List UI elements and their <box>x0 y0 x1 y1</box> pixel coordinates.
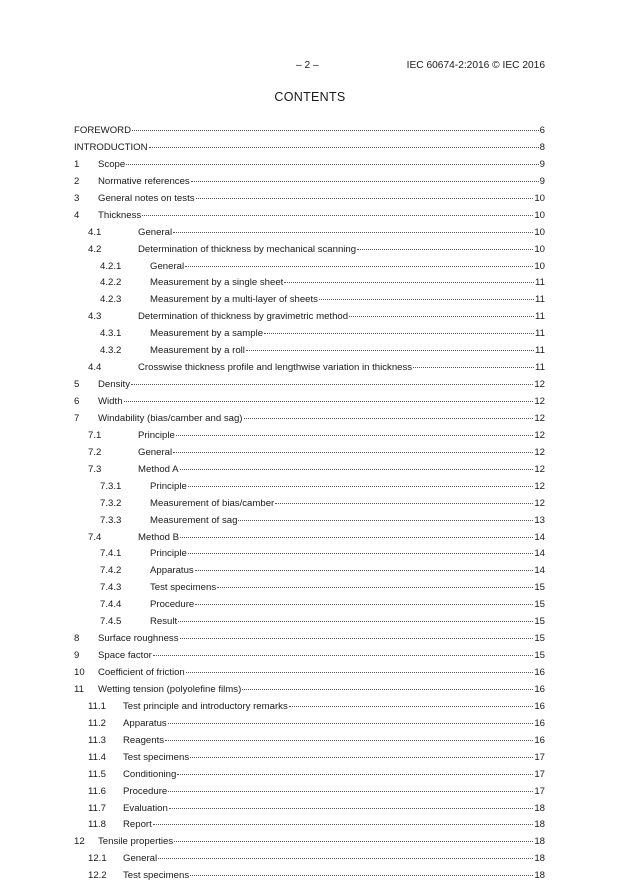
toc-entry-page: 11 <box>535 362 545 374</box>
toc-entry-title: Reagents <box>123 734 165 746</box>
toc-dot-leader <box>217 578 533 588</box>
toc-entry-number: 4.3.2 <box>100 345 122 357</box>
toc-dot-leader <box>177 765 533 775</box>
toc-entry-title: Principle <box>150 480 187 492</box>
toc-entry-title: Determination of thickness by gravimetric method <box>138 311 349 323</box>
toc-entry-title: Scope <box>98 158 126 170</box>
toc-entry-title: Normative references <box>98 175 190 187</box>
toc-entry-page: 18 <box>534 853 545 865</box>
toc-entry-title: Density <box>98 379 130 391</box>
toc-entry-title: General <box>150 260 185 272</box>
toc-entry-title: General <box>138 446 173 458</box>
toc-dot-leader <box>289 697 534 707</box>
toc-entry-title: Method A <box>138 463 179 475</box>
toc-dot-leader <box>349 307 534 317</box>
toc-entry-number: 7.3.1 <box>100 480 122 492</box>
toc-entry-title: Coefficient of friction <box>98 667 185 678</box>
toc-dot-leader <box>142 206 533 216</box>
toc-entry-title: Space factor <box>98 650 152 662</box>
toc-dot-leader <box>158 849 533 859</box>
toc-entry-title: Measurement of sag <box>150 514 238 526</box>
page-number: – 2 – <box>296 60 319 71</box>
toc-entry-number: 8 <box>74 633 80 645</box>
toc-entry-number: 1 <box>74 158 80 170</box>
toc-dot-leader <box>284 273 534 283</box>
toc-entry-page: 10 <box>534 226 545 238</box>
toc-dot-leader <box>180 528 533 538</box>
toc-entry-title: Measurement of bias/camber <box>150 497 275 509</box>
toc-entry-page: 11 <box>535 277 545 289</box>
toc-entry-number: 7.3 <box>88 463 102 475</box>
toc-entry-page: 10 <box>534 192 545 204</box>
toc-entry-page: 9 <box>539 175 545 187</box>
toc-dot-leader <box>153 646 533 656</box>
toc-dot-leader <box>264 324 534 334</box>
toc-dot-leader <box>126 155 538 165</box>
toc-entry-page: 14 <box>534 548 545 560</box>
toc-entry-page: 12 <box>534 379 545 391</box>
toc-entry-title: Surface roughness <box>98 633 179 645</box>
toc-dot-leader <box>153 815 534 825</box>
toc-entry-page: 10 <box>534 243 545 255</box>
toc-dot-leader <box>191 172 539 182</box>
toc-dot-leader <box>190 866 533 876</box>
toc-entry-number: 4.2.1 <box>100 260 122 272</box>
toc-entry-page: 18 <box>534 819 545 831</box>
toc-entry-page: 6 <box>539 125 545 136</box>
toc-entry-number: 11.8 <box>88 819 106 831</box>
toc-dot-leader <box>174 832 533 842</box>
toc-entry-title: Thickness <box>98 209 142 221</box>
toc-entry-title: Method B <box>138 531 180 543</box>
toc-entry-number: 10 <box>74 667 85 678</box>
toc-entry-page: 12 <box>534 446 545 458</box>
toc-entry-number: 4.3.1 <box>100 328 122 340</box>
toc-entry-number: 4.2.2 <box>100 277 122 289</box>
toc-entry-page: 16 <box>534 717 545 729</box>
toc-entry-title: Wetting tension (polyolefine films) <box>98 683 242 695</box>
toc-entry-page: 16 <box>534 700 545 712</box>
toc-entry-number: 11.4 <box>88 751 106 763</box>
toc-entry-title: Test specimens <box>123 751 190 763</box>
toc-entry-page: 17 <box>534 751 545 763</box>
toc-dot-leader <box>190 748 533 758</box>
toc-entry-number: 12.2 <box>88 870 107 882</box>
toc-entry-page: 8 <box>539 141 545 153</box>
toc-dot-leader <box>242 680 533 690</box>
toc-dot-leader <box>165 731 533 741</box>
table-of-contents <box>74 123 545 885</box>
toc-entry-number: 7.4.1 <box>100 548 122 560</box>
toc-dot-leader <box>246 341 534 351</box>
toc-entry-number: 4.4 <box>88 362 102 374</box>
toc-entry-page: 18 <box>534 870 545 882</box>
toc-entry-number: 4.3 <box>88 311 102 323</box>
toc-entry-number: 4.2.3 <box>100 294 122 306</box>
toc-entry-number: 7.4.3 <box>100 582 122 594</box>
toc-entry-number: 11.2 <box>88 717 106 729</box>
toc-entry-number: 7.4.2 <box>100 565 122 577</box>
toc-dot-leader <box>357 240 533 250</box>
toc-entry-title: Measurement by a multi-layer of sheets <box>150 294 318 306</box>
toc-dot-leader <box>244 409 534 419</box>
toc-dot-leader <box>188 477 534 487</box>
toc-entry-title: Test principle and introductory remarks <box>123 700 288 712</box>
toc-entry-page: 12 <box>534 429 545 441</box>
toc-entry-number: 11.5 <box>88 768 106 780</box>
toc-dot-leader <box>195 561 534 571</box>
page-title: CONTENTS <box>274 90 346 104</box>
toc-entry-number: 4.1 <box>88 226 102 238</box>
toc-entry-number: 7.3.3 <box>100 514 122 526</box>
toc-entry-number: 11.6 <box>88 785 106 797</box>
toc-dot-leader <box>173 223 533 233</box>
toc-dot-leader <box>132 121 539 131</box>
toc-entry-number: 7 <box>74 412 80 424</box>
toc-entry-page: 11 <box>535 328 545 340</box>
toc-entry-page: 10 <box>534 260 545 272</box>
toc-entry-title: Determination of thickness by mechanical scanning <box>138 243 357 255</box>
page-header <box>0 60 620 74</box>
toc-entry-page: 10 <box>534 209 545 221</box>
toc-entry-title: Apparatus <box>123 717 167 729</box>
toc-entry-title: General <box>138 226 173 238</box>
toc-entry-title: Result <box>150 616 178 628</box>
toc-entry-title: INTRODUCTION <box>74 141 148 153</box>
toc-entry-number: 7.4.5 <box>100 616 122 628</box>
toc-entry-title: General <box>123 853 158 865</box>
toc-entry-number: 4 <box>74 209 80 221</box>
toc-entry-title: Test specimens <box>123 870 190 882</box>
toc-dot-leader <box>178 612 533 622</box>
toc-entry-page: 15 <box>534 616 545 628</box>
toc-entry-title: Procedure <box>123 785 168 797</box>
toc-entry-title: Tensile properties <box>98 836 174 848</box>
toc-entry-page: 11 <box>535 311 545 323</box>
toc-entry-title: Test specimens <box>150 582 217 594</box>
toc-entry-title: Measurement by a roll <box>150 345 245 357</box>
toc-entry-number: 12 <box>74 836 85 848</box>
toc-entry-page: 13 <box>534 514 545 526</box>
toc-dot-leader <box>186 663 534 673</box>
toc-entry-number: 11.7 <box>88 802 106 814</box>
toc-entry-number: 3 <box>74 192 80 204</box>
toc-entry-page: 15 <box>534 650 545 662</box>
toc-dot-leader <box>196 189 534 199</box>
toc-entry-number: 11.1 <box>88 700 106 712</box>
toc-entry-page: 11 <box>535 345 545 357</box>
toc-entry-page: 16 <box>534 734 545 746</box>
toc-entry-title: Procedure <box>150 599 195 611</box>
toc-dot-leader <box>173 443 533 453</box>
toc-entry-page: 18 <box>534 836 545 848</box>
toc-dot-leader <box>149 138 539 148</box>
toc-entry-page: 16 <box>534 667 545 678</box>
toc-entry-page: 15 <box>534 599 545 611</box>
toc-entry-number: 11 <box>74 683 84 695</box>
toc-entry-number: 7.4 <box>88 531 102 543</box>
toc-entry-page: 15 <box>534 633 545 645</box>
toc-dot-leader <box>413 358 534 368</box>
toc-dot-leader <box>169 799 534 809</box>
toc-dot-leader <box>188 544 534 554</box>
toc-entry-page: 12 <box>534 480 545 492</box>
toc-entry-number: 7.4.4 <box>100 599 122 611</box>
toc-entry-title: Measurement by a single sheet <box>150 277 284 289</box>
toc-entry-page: 14 <box>534 531 545 543</box>
toc-dot-leader <box>238 511 533 521</box>
toc-dot-leader <box>319 290 534 300</box>
toc-entry-title: General notes on tests <box>98 192 195 204</box>
toc-entry-title: Measurement by a sample <box>150 328 264 340</box>
toc-entry-title: Principle <box>150 548 187 560</box>
toc-entry-title: Width <box>98 396 123 407</box>
toc-entry-page: 12 <box>534 463 545 475</box>
toc-dot-leader <box>168 782 533 792</box>
toc-entry-title: FOREWORD <box>74 125 132 136</box>
toc-entry-number: 12.1 <box>88 853 107 865</box>
toc-entry-number: 7.2 <box>88 446 102 458</box>
toc-dot-leader <box>275 494 533 504</box>
toc-dot-leader <box>176 426 534 436</box>
toc-entry-page: 17 <box>534 785 545 797</box>
toc-entry-number: 9 <box>74 650 80 662</box>
toc-entry-page: 17 <box>534 768 545 780</box>
toc-entry-number: 11.3 <box>88 734 106 746</box>
toc-entry-number: 7.3.2 <box>100 497 122 509</box>
toc-entry-number: 7.1 <box>88 429 102 441</box>
toc-dot-leader <box>180 460 534 470</box>
toc-entry-page: 15 <box>534 582 545 594</box>
toc-entry-number: 6 <box>74 396 80 407</box>
toc-entry-number: 5 <box>74 379 80 391</box>
toc-dot-leader <box>185 257 533 267</box>
toc-entry-page: 12 <box>534 396 545 407</box>
toc-entry-title: Report <box>123 819 152 831</box>
toc-entry-title: Principle <box>138 429 175 441</box>
toc-entry-title: Evaluation <box>123 802 168 814</box>
toc-entry-page: 16 <box>534 683 545 695</box>
toc-dot-leader <box>131 375 533 385</box>
toc-entry-title: Crosswise thickness profile and lengthwise variation in thickness <box>138 362 413 374</box>
toc-dot-leader <box>124 392 534 402</box>
toc-entry-page: 14 <box>534 565 545 577</box>
toc-entry-page: 12 <box>534 497 545 509</box>
toc-entry-page: 9 <box>539 158 545 170</box>
toc-entry-page: 18 <box>534 802 545 814</box>
toc-entry-title: Apparatus <box>150 565 194 577</box>
toc-dot-leader <box>180 629 534 639</box>
standard-reference: IEC 60674-2:2016 © IEC 2016 <box>406 60 545 71</box>
toc-dot-leader <box>195 595 533 605</box>
toc-entry-title: Conditioning <box>123 768 177 780</box>
toc-entry-number: 4.2 <box>88 243 102 255</box>
toc-entry-page: 12 <box>534 412 545 424</box>
toc-entry-number: 2 <box>74 175 80 187</box>
toc-entry-page: 11 <box>535 294 545 306</box>
toc-dot-leader <box>168 714 534 724</box>
toc-entry-title: Windability (bias/camber and sag) <box>98 412 243 424</box>
